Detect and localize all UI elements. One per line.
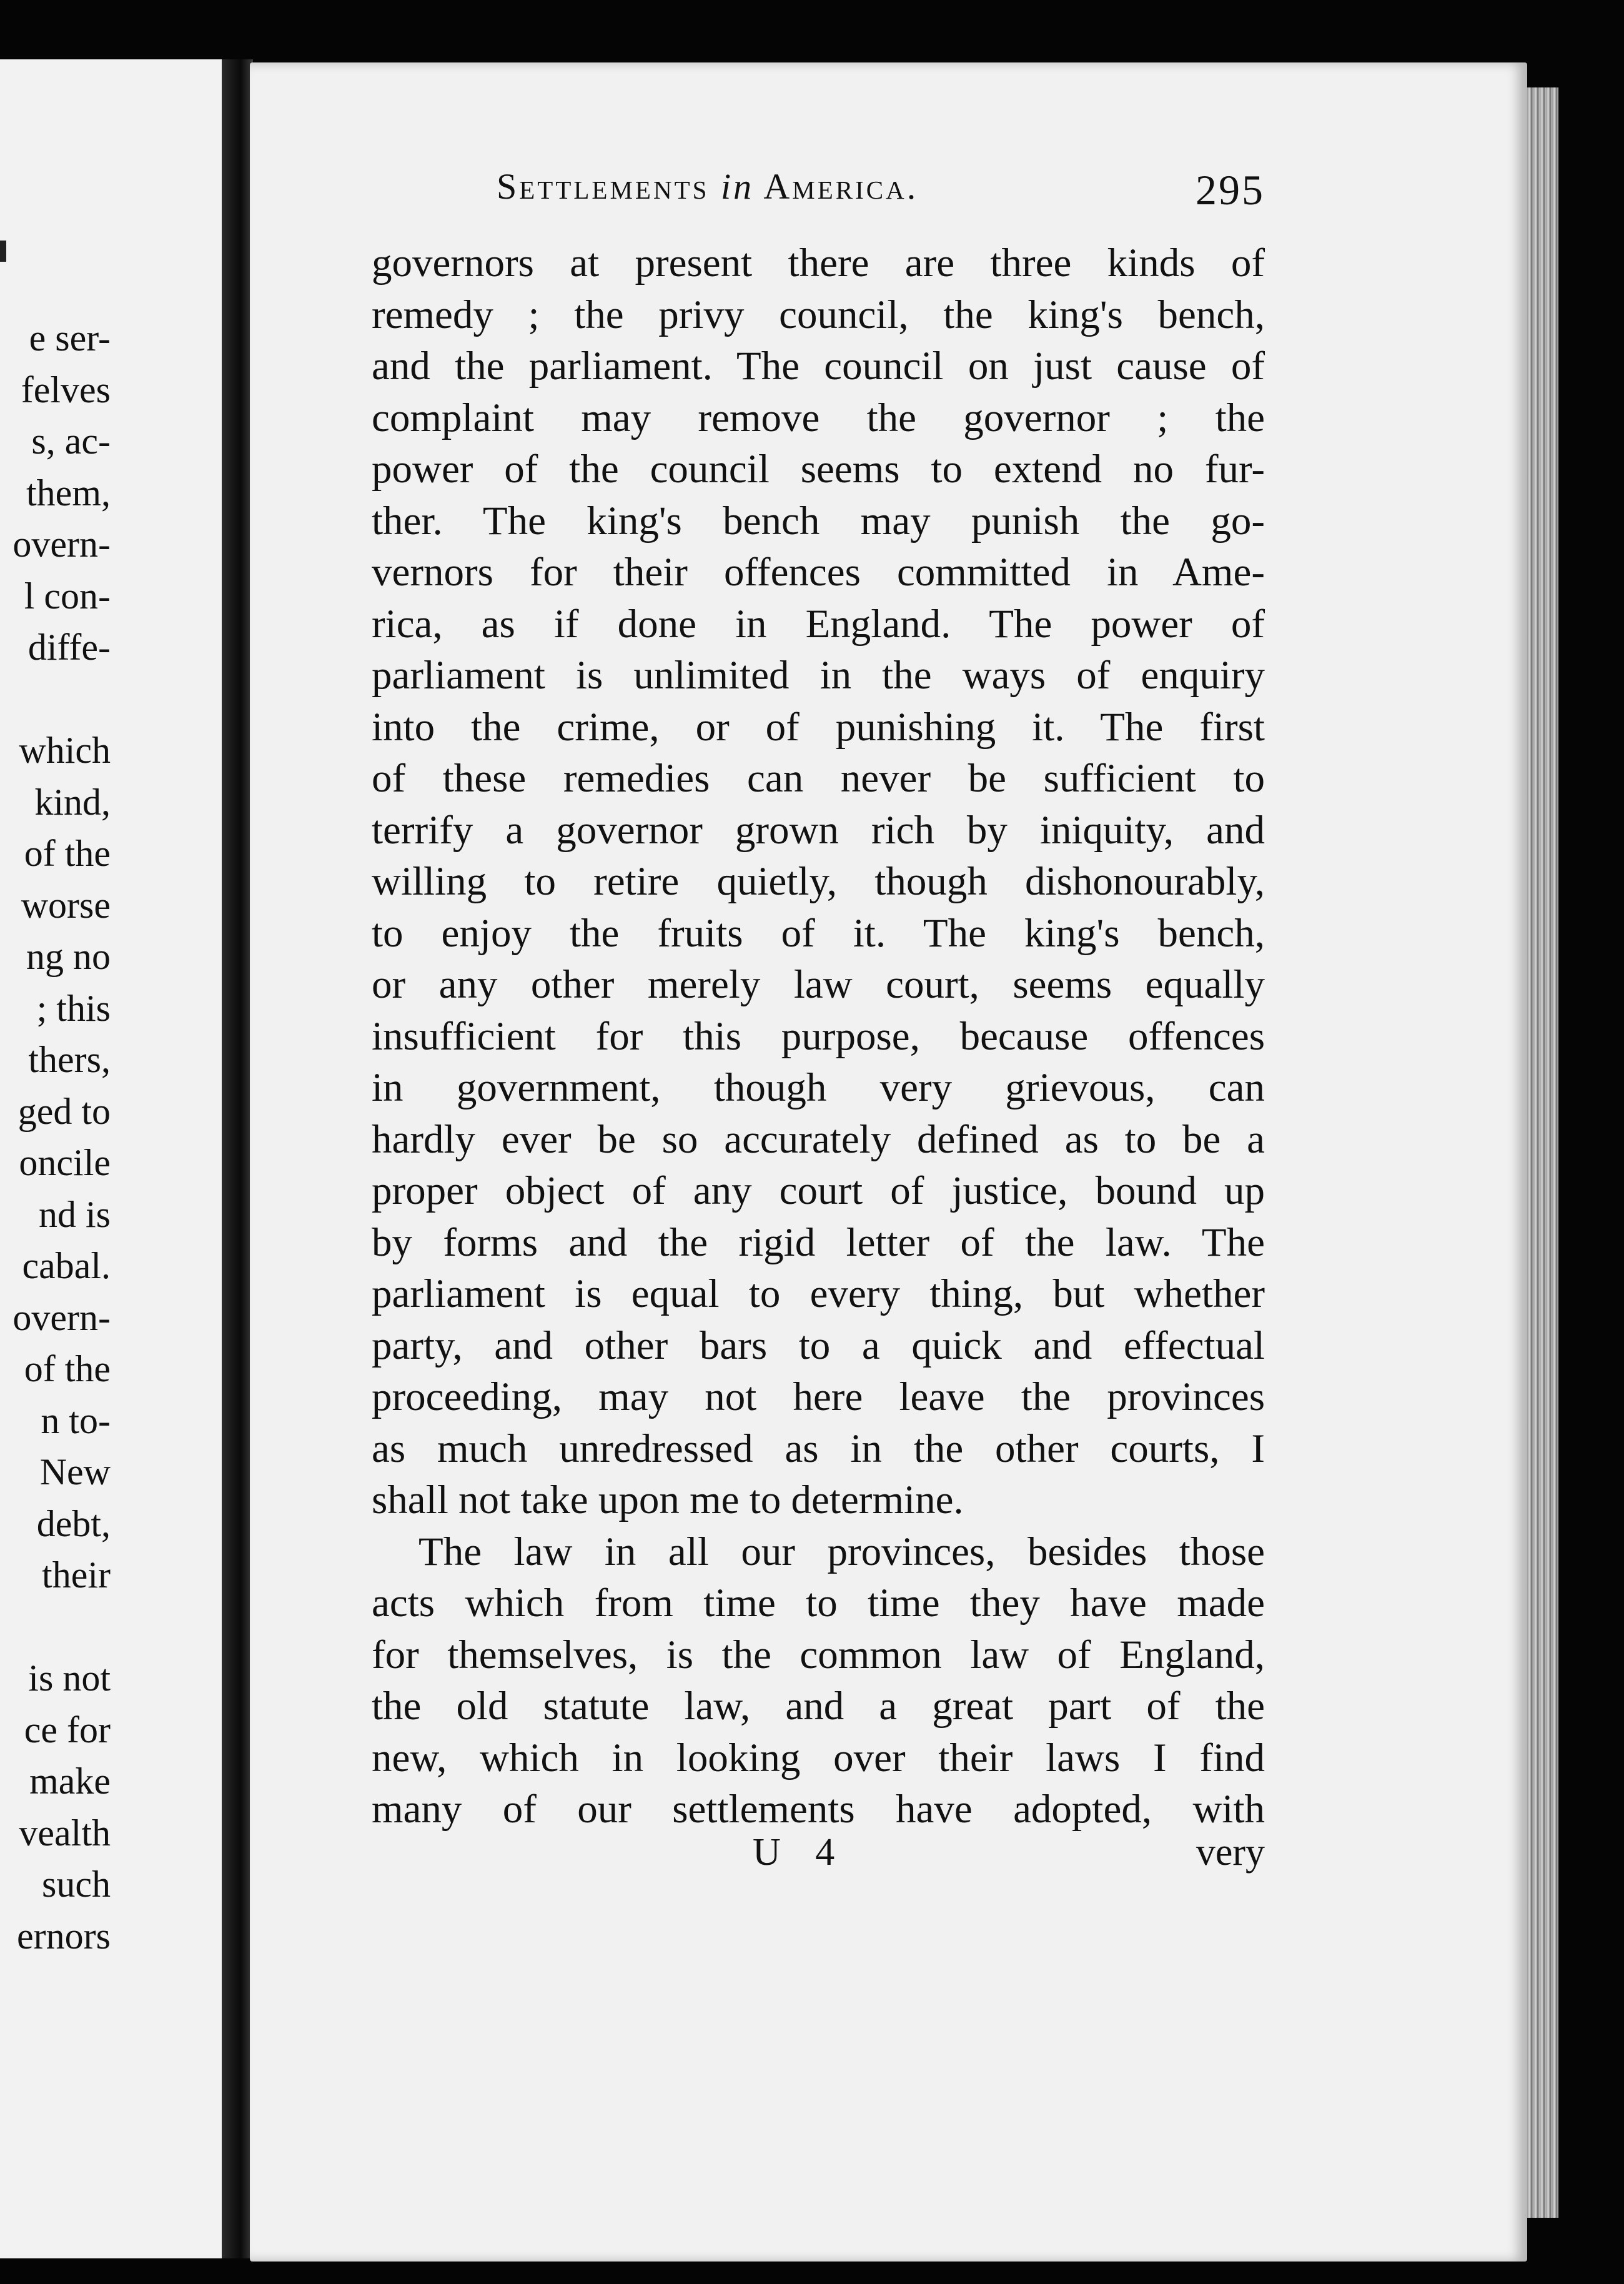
body-line: for themselves, is the common law of England, <box>372 1632 1265 1677</box>
body-line: of these remedies can never be sufficient to <box>372 756 1265 801</box>
body-line: new, which in looking over their laws I find <box>372 1735 1265 1780</box>
left-line: vealth <box>19 1812 111 1854</box>
left-line: their <box>42 1554 111 1596</box>
body-line: by forms and the rigid letter of the law. The <box>372 1219 1265 1265</box>
body-line: in government, though very grievous, can <box>372 1065 1265 1110</box>
left-line: s, ac- <box>31 420 111 462</box>
body-line: shall not take upon me to determine. <box>372 1477 964 1522</box>
catchword: very <box>1196 1831 1265 1874</box>
body-line: insufficient for this purpose, because offences <box>372 1013 1265 1059</box>
left-line: is not <box>28 1657 111 1699</box>
body-line: the old statute law, and a great part of the <box>372 1684 1265 1729</box>
body-line: or any other merely law court, seems equally <box>372 962 1265 1007</box>
left-line: which <box>19 730 111 771</box>
left-line: them, <box>26 472 111 514</box>
page-header <box>497 166 1265 222</box>
left-page-mark <box>0 241 6 262</box>
body-line: willing to retire quietly, though dishonourably, <box>372 859 1265 904</box>
body-line: remedy ; the privy council, the king's bench, <box>372 292 1265 337</box>
body-line: to enjoy the fruits of it. The king's bench, <box>372 910 1265 956</box>
running-title-end: America. <box>754 166 919 207</box>
running-title <box>497 166 918 207</box>
body-line: power of the council seems to extend no fur- <box>372 447 1265 492</box>
left-line <box>12 1601 111 1653</box>
running-title-italic: in <box>720 166 755 207</box>
left-line: thers, <box>28 1039 111 1080</box>
left-line: ng no <box>26 936 111 977</box>
running-title-start: Settlements <box>497 166 721 207</box>
left-line: overn- <box>12 524 111 565</box>
body-line: complaint may remove the governor ; the <box>372 395 1265 440</box>
body-text <box>372 237 1265 1835</box>
left-line: ernors <box>17 1915 111 1957</box>
left-line: n to- <box>41 1399 111 1441</box>
page-number: 295 <box>1196 166 1265 214</box>
left-line: kind, <box>34 781 111 823</box>
body-line: and the parliament. The council on just cause of <box>372 344 1265 389</box>
body-line: ther. The king's bench may punish the go- <box>372 498 1265 544</box>
page-footer <box>372 1830 1265 1880</box>
body-line: The law in all our provinces, besides those <box>418 1529 1265 1574</box>
body-line: parliament is unlimited in the ways of enquiry <box>372 653 1265 698</box>
body-line: governors at present there are three kinds of <box>372 241 1265 286</box>
left-line: ce for <box>24 1709 111 1750</box>
left-line: cabal. <box>22 1245 111 1286</box>
left-line: nd is <box>38 1193 111 1235</box>
body-line: proceeding, may not here leave the provinces <box>372 1374 1265 1419</box>
left-line: worse <box>21 884 111 926</box>
page-edges <box>1527 87 1558 2218</box>
left-line: diffe- <box>27 627 111 668</box>
left-line: debt, <box>36 1502 111 1544</box>
left-line: of the <box>24 833 111 874</box>
body-line: hardly ever be so accurately defined as to be a <box>372 1116 1265 1162</box>
left-line <box>12 673 111 725</box>
left-line: such <box>42 1864 111 1905</box>
left-line: of the <box>24 1348 111 1389</box>
book-gutter <box>222 59 253 2258</box>
left-line: ; this <box>36 987 111 1029</box>
left-page <box>0 59 225 2258</box>
left-line: ged to <box>17 1090 111 1132</box>
body-line: parliament is equal to every thing, but whether <box>372 1271 1265 1316</box>
body-line: many of our settlements have adopted, with <box>372 1787 1265 1832</box>
body-line: vernors for their offences committed in Ame- <box>372 550 1265 595</box>
left-line: felves <box>21 369 111 410</box>
left-line: e ser- <box>29 317 111 359</box>
left-line: overn- <box>12 1296 111 1338</box>
body-line: terrify a governor grown rich by iniquity, and <box>372 807 1265 853</box>
body-line: rica, as if done in England. The power of <box>372 601 1265 647</box>
left-line: l con- <box>24 575 111 617</box>
left-line: oncile <box>19 1142 111 1183</box>
left-page-text <box>12 312 111 1962</box>
body-line: party, and other bars to a quick and effectual <box>372 1323 1265 1368</box>
left-line: make <box>29 1760 111 1802</box>
body-line: acts which from time to time they have made <box>372 1581 1265 1626</box>
body-line: proper object of any court of justice, bound up <box>372 1168 1265 1213</box>
body-line: into the crime, or of punishing it. The first <box>372 704 1265 750</box>
body-line: as much unredressed as in the other courts, I <box>372 1426 1265 1471</box>
signature-mark: U 4 <box>753 1831 848 1874</box>
left-line: New <box>39 1451 111 1492</box>
